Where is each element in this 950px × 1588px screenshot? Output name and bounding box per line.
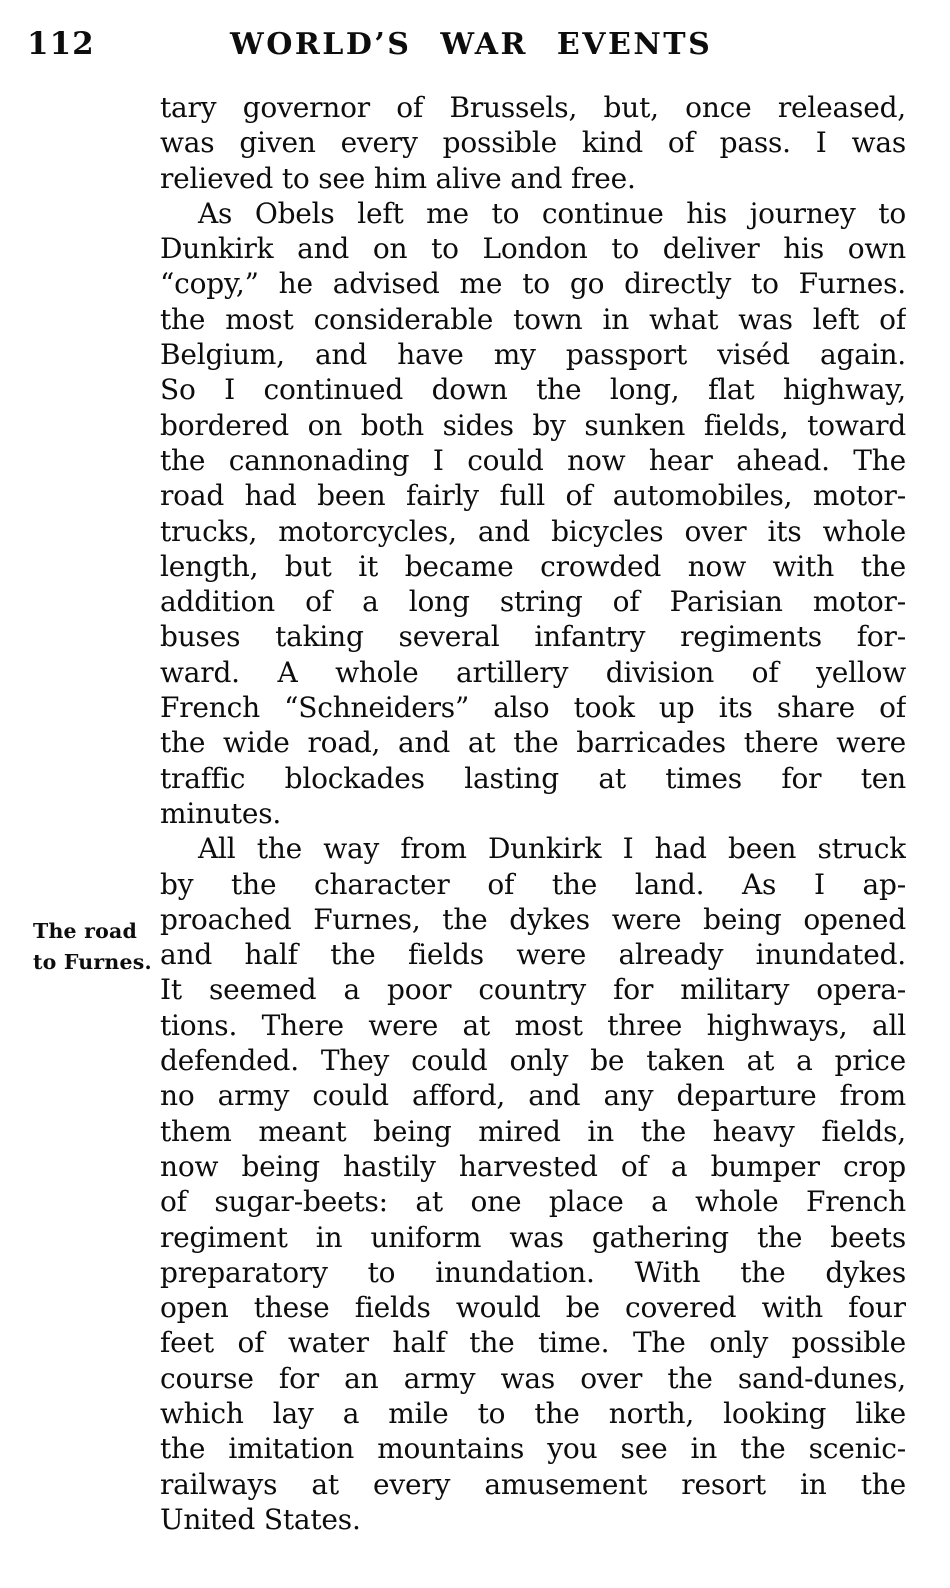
margin-sidenote <box>33 916 168 978</box>
body-line: Dunkirk and on to London to deliver his own <box>160 232 906 266</box>
body-line: It seemed a poor country for military opera- <box>160 973 906 1007</box>
body-line: All the way from Dunkirk I had been struck <box>198 832 906 866</box>
body-line: and half the fields were already inundated. <box>160 938 906 972</box>
page-number: 112 <box>27 26 95 62</box>
body-line: the most considerable town in what was left of <box>160 302 906 336</box>
body-line: them meant being mired in the heavy fields, <box>160 1114 906 1148</box>
body-line: So I continued down the long, flat highway, <box>160 373 906 407</box>
body-line: was given every possible kind of pass. I was <box>160 126 906 160</box>
running-header-title: WORLD’S WAR EVENTS <box>230 27 713 62</box>
body-line: proached Furnes, the dykes were being opened <box>160 902 906 936</box>
body-line: As Obels left me to continue his journey to <box>198 196 906 230</box>
body-line: defended. They could only be taken at a price <box>160 1044 906 1078</box>
body-line: relieved to see him alive and free. <box>160 161 636 195</box>
body-line: road had been fairly full of automobiles, motor- <box>160 479 906 513</box>
body-line: “copy,” he advised me to go directly to Furnes. <box>160 267 906 301</box>
body-line: ward. A whole artillery division of yellow <box>160 655 906 689</box>
body-line: tary governor of Brussels, but, once released, <box>160 91 906 124</box>
body-line: addition of a long string of Parisian motor- <box>160 585 906 619</box>
body-line: which lay a mile to the north, looking like <box>160 1396 906 1430</box>
body-line: traffic blockades lasting at times for ten <box>160 761 906 795</box>
body-line: United States. <box>160 1502 361 1536</box>
body-line: no army could afford, and any departure from <box>160 1079 906 1113</box>
body-line: now being hastily harvested of a bumper crop <box>160 1149 906 1183</box>
body-line: minutes. <box>160 796 282 830</box>
body-line: bordered on both sides by sunken fields, toward <box>160 408 906 442</box>
body-line: of sugar-beets: at one place a whole French <box>160 1185 906 1219</box>
body-line: trucks, motorcycles, and bicycles over its whole <box>160 514 906 548</box>
sidenote-line: The road <box>33 919 138 943</box>
body-line: feet of water half the time. The only possible <box>160 1326 906 1360</box>
body-line: by the character of the land. As I ap- <box>160 867 906 901</box>
sidenote-line: to Furnes. <box>33 950 152 974</box>
body-line: the wide road, and at the barricades there were <box>160 726 906 760</box>
body-line: French “Schneiders” also took up its share of <box>160 691 906 725</box>
body-line: Belgium, and have my passport viséd again. <box>160 338 906 372</box>
body-line: course for an army was over the sand-dunes, <box>160 1361 906 1395</box>
body-line: railways at every amusement resort in the <box>160 1467 906 1501</box>
body-line: the cannonading I could now hear ahead. The <box>160 443 906 477</box>
text-block <box>160 90 906 1537</box>
body-line: tions. There were at most three highways, all <box>160 1008 906 1042</box>
body-line: the imitation mountains you see in the scenic- <box>160 1432 906 1466</box>
body-line: preparatory to inundation. With the dykes <box>160 1255 906 1289</box>
body-line: length, but it became crowded now with the <box>160 549 906 583</box>
body-line: open these fields would be covered with four <box>160 1291 906 1325</box>
body-line: buses taking several infantry regiments for- <box>160 620 906 654</box>
body-line: regiment in uniform was gathering the beets <box>160 1220 906 1254</box>
